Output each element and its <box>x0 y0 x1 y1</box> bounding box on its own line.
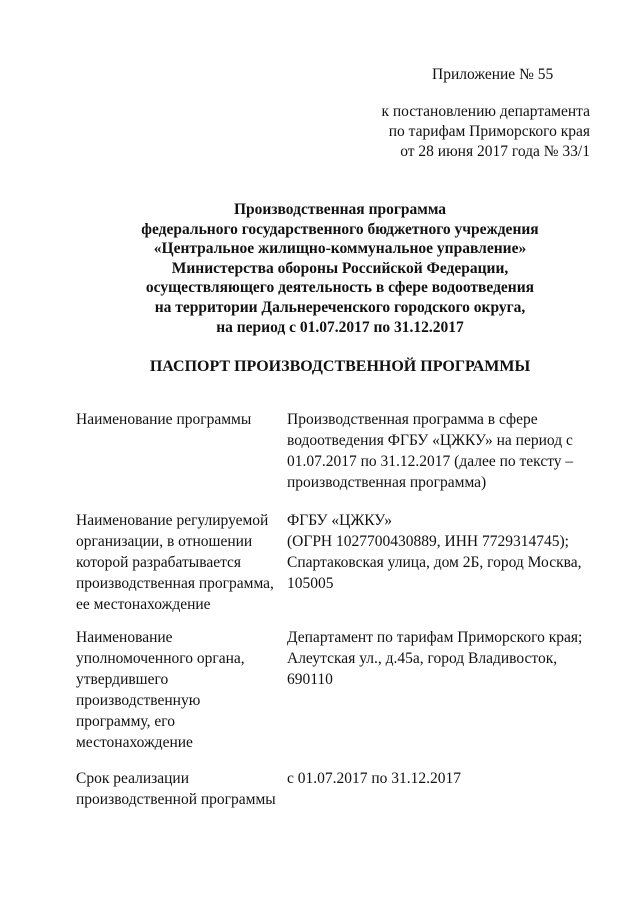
value-line: Департамент по тарифам Приморского края; <box>287 629 583 646</box>
value-line: 690110 <box>287 671 333 688</box>
row-value <box>287 409 607 493</box>
title-line: на период с 01.07.2017 по 31.12.2017 <box>216 318 464 336</box>
title-line: осуществляющего деятельность в сфере водоотведения <box>145 279 535 297</box>
label-line: уполномоченного органа, <box>76 650 245 667</box>
label-line: Наименование <box>76 629 173 646</box>
value-line: ФГБУ «ЦЖКУ» <box>287 512 393 529</box>
label-line: Срок реализации <box>76 770 189 787</box>
row-label <box>76 627 281 753</box>
value-line: Алеутская ул., д.45а, город Владивосток, <box>287 650 558 667</box>
title-line: Министерства обороны Российской Федерации, <box>171 259 509 277</box>
value-line: водоотведения ФГБУ «ЦЖКУ» на период с <box>287 432 573 449</box>
row-value <box>287 627 607 690</box>
title-line: федерального государственного бюджетного учреждения <box>141 220 539 238</box>
label-line: производственную <box>76 692 201 709</box>
value-line: производственная программа) <box>287 474 487 491</box>
title-line: «Центральное жилищно-коммунальное управление» <box>153 240 527 258</box>
appendix-number: Приложение № 55 <box>432 66 554 83</box>
row-label <box>76 409 281 430</box>
label-line: которой разрабатывается <box>76 554 242 571</box>
label-line: местонахождение <box>76 734 193 751</box>
title-line: Производственная программа <box>233 201 447 218</box>
label-line: Наименование регулируемой <box>76 512 269 529</box>
document-title <box>0 200 640 337</box>
row-value <box>287 768 607 789</box>
label-line: ее местонахождение <box>76 596 211 613</box>
row-label <box>76 510 281 615</box>
reference-line: от 28 июня 2017 года № 33/1 <box>400 143 590 160</box>
row-label <box>76 768 281 810</box>
label-line: утвердившего <box>76 671 169 688</box>
value-line: с 01.07.2017 по 31.12.2017 <box>287 770 462 787</box>
value-line: Производственная программа в сфере <box>287 411 538 428</box>
passport-heading: ПАСПОРТ ПРОИЗВОДСТВЕННОЙ ПРОГРАММЫ <box>149 358 531 375</box>
value-line: 01.07.2017 по 31.12.2017 (далее по тексту – <box>287 453 574 470</box>
reference-line: к постановлению департамента <box>381 103 590 120</box>
label-line: программу, его <box>76 713 175 730</box>
label-line: организации, в отношении <box>76 533 253 550</box>
value-line: 105005 <box>287 575 334 592</box>
row-value <box>287 510 607 594</box>
value-line: Спартаковская улица, дом 2Б, город Москва, <box>287 554 582 571</box>
value-line: (ОГРН 1027700430889, ИНН 7729314745); <box>287 533 569 550</box>
title-line: на территории Дальнереченского городского округа, <box>154 298 526 316</box>
label-line: производственная программа, <box>76 575 274 592</box>
label-line: производственной программы <box>76 791 276 808</box>
resolution-reference <box>381 102 590 162</box>
reference-line: по тарифам Приморского края <box>388 123 590 140</box>
label-line: Наименование программы <box>76 411 252 428</box>
